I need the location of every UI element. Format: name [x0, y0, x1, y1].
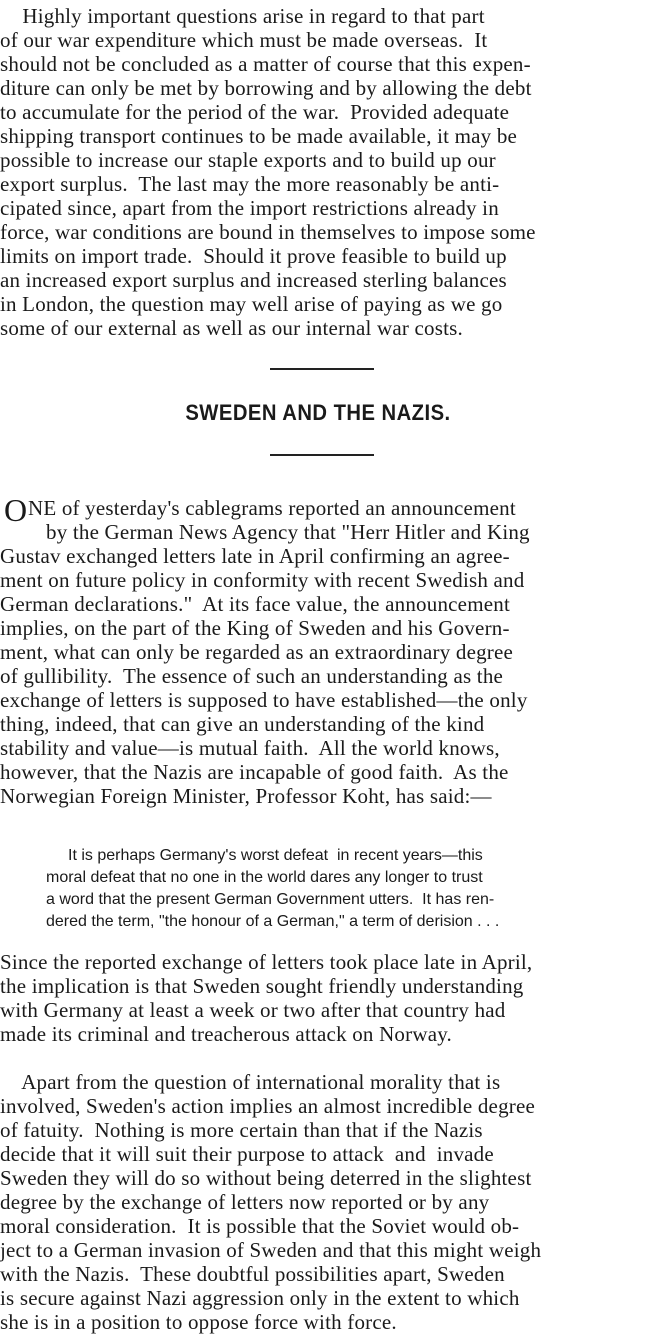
text-line: moral consideration. It is possible that the Soviet would ob-: [0, 1214, 520, 1238]
text-line: the implication is that Sweden sought friendly understanding: [0, 974, 524, 998]
text-line: Sweden they will do so without being deterred in the slightest: [0, 1166, 532, 1190]
text-line: of our war expenditure which must be made overseas. It: [0, 28, 488, 52]
text-line: cipated since, apart from the import restrictions already in: [0, 196, 499, 220]
text-line: NE of yesterday's cablegrams reported an announcement: [28, 496, 516, 520]
quote-line: It is perhaps Germany's worst defeat in recent years—this: [68, 847, 483, 864]
text-line: of fatuity. Nothing is more certain than that if the Nazis: [0, 1118, 483, 1142]
text-line: shipping transport continues to be made available, it may be: [0, 124, 518, 148]
text-line: is secure against Nazi aggression only in the extent to which: [0, 1286, 520, 1310]
text-line: made its criminal and treacherous attack on Norway.: [0, 1022, 452, 1046]
text-line: diture can only be met by borrowing and by allowing the debt: [0, 76, 532, 100]
text-line: some of our external as well as our internal war costs.: [0, 316, 463, 340]
text-line: Since the reported exchange of letters took place late in April,: [0, 950, 533, 974]
drop-cap: O: [4, 492, 28, 528]
text-line: export surplus. The last may the more reasonably be anti-: [0, 172, 500, 196]
text-line: ject to a German invasion of Sweden and that this might weigh: [0, 1238, 542, 1262]
text-line: an increased export surplus and increased sterling balances: [0, 268, 507, 292]
text-line: implies, on the part of the King of Sweden and his Govern-: [0, 616, 510, 640]
text-line: of gullibility. The essence of such an understanding as the: [0, 664, 504, 688]
text-line: with Germany at least a week or two after that country had: [0, 998, 506, 1022]
quote-line: a word that the present German Government utters. It has ren-: [46, 891, 495, 908]
text-line: force, war conditions are bound in themselves to impose some: [0, 220, 536, 244]
article-headline: SWEDEN AND THE NAZIS.: [185, 400, 451, 425]
text-line: limits on import trade. Should it prove feasible to build up: [0, 244, 507, 268]
text-line: involved, Sweden's action implies an almost incredible degree: [0, 1094, 536, 1118]
text-line: Gustav exchanged letters late in April confirming an agree-: [0, 544, 510, 568]
text-line: German declarations." At its face value, the announcement: [0, 592, 510, 616]
quote-line: dered the term, "the honour of a German," a term of derision . . .: [46, 913, 500, 930]
quote-line: moral defeat that no one in the world dares any longer to trust: [46, 869, 483, 886]
text-line: to accumulate for the period of the war. Provided adequate: [0, 100, 510, 124]
text-line: Highly important questions arise in regard to that part: [6, 4, 485, 28]
text-line: thing, indeed, that can give an understanding of the kind: [0, 712, 485, 736]
text-line: degree by the exchange of letters now reported or by any: [0, 1190, 490, 1214]
divider-rule: [270, 454, 374, 456]
text-line: should not be concluded as a matter of course that this expen-: [0, 52, 531, 76]
text-line: by the German News Agency that "Herr Hitler and King: [46, 520, 530, 544]
text-line: Apart from the question of international morality that is: [6, 1070, 501, 1094]
text-line: decide that it will suit their purpose to attack and invade: [0, 1142, 494, 1166]
text-line: ment, what can only be regarded as an extraordinary degree: [0, 640, 514, 664]
text-line: however, that the Nazis are incapable of good faith. As the: [0, 760, 509, 784]
text-line: possible to increase our staple exports and to build up our: [0, 148, 496, 172]
text-line: with the Nazis. These doubtful possibilities apart, Sweden: [0, 1262, 505, 1286]
text-line: exchange of letters is supposed to have established—the only: [0, 688, 528, 712]
divider-rule: [270, 368, 374, 370]
text-line: ment on future policy in conformity with recent Swedish and: [0, 568, 525, 592]
text-line: Norwegian Foreign Minister, Professor Koht, has said:—: [0, 784, 492, 808]
text-line: stability and value—is mutual faith. All the world knows,: [0, 736, 500, 760]
text-line: in London, the question may well arise of paying as we go: [0, 292, 503, 316]
text-line: she is in a position to oppose force with force.: [0, 1310, 397, 1334]
